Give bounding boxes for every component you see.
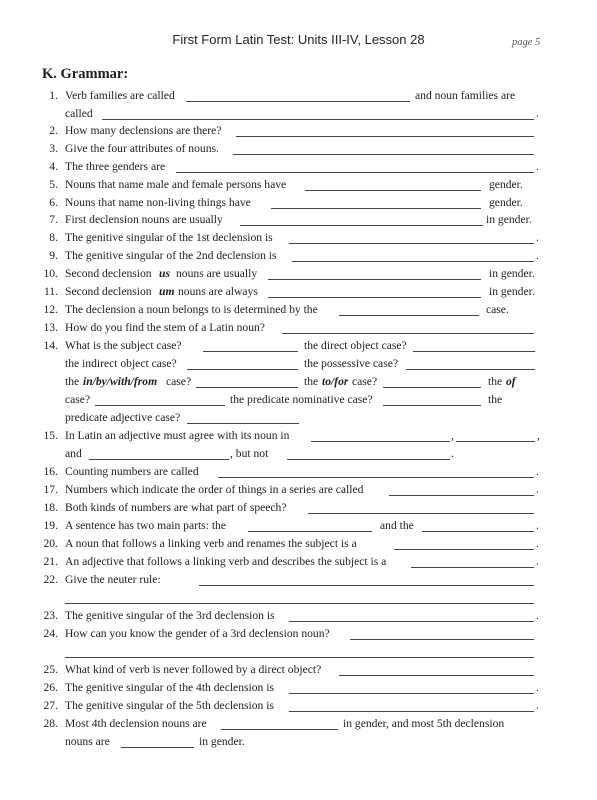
question-text: nouns are always (178, 285, 258, 298)
question-12 (0, 301, 597, 319)
answer-blank[interactable] (268, 279, 481, 280)
answer-blank[interactable] (350, 639, 534, 640)
question-28-cont (0, 733, 597, 751)
answer-blank[interactable] (339, 675, 534, 676)
answer-blank[interactable] (65, 657, 534, 658)
question-text: the direct object case? (304, 339, 407, 352)
emphasis-word: to/for (322, 375, 349, 388)
question-number: 11. (43, 285, 58, 298)
question-text: The three genders are (65, 160, 166, 173)
question-number: 20. (43, 537, 58, 550)
period: . (536, 537, 539, 550)
question-text: The declension a noun belongs to is determined by the (65, 303, 318, 316)
comma: , (537, 429, 540, 442)
question-text: The genitive singular of the 4th declension is (65, 681, 274, 694)
question-text: An adjective that follows a linking verb and describes the subject is a (65, 555, 387, 568)
answer-blank[interactable] (203, 351, 298, 352)
question-number: 1. (49, 89, 58, 102)
answer-blank[interactable] (289, 711, 534, 712)
question-19 (0, 517, 597, 535)
question-text: the (488, 393, 503, 406)
question-text: How many declensions are there? (65, 124, 222, 137)
question-text: Counting numbers are called (65, 465, 199, 478)
question-15 (0, 427, 597, 445)
question-text: Verb families are called (65, 89, 175, 102)
answer-blank[interactable] (102, 119, 534, 120)
question-number: 18. (43, 501, 58, 514)
answer-blank[interactable] (236, 136, 534, 137)
answer-blank[interactable] (411, 567, 534, 568)
answer-blank[interactable] (95, 405, 225, 406)
emphasis-word: us (159, 267, 170, 280)
question-text: in gender, and most 5th declension (343, 717, 505, 730)
question-text: What kind of verb is never followed by a direct object? (65, 663, 322, 676)
question-number: 7. (49, 213, 58, 226)
answer-blank[interactable] (176, 172, 534, 173)
question-text: In Latin an adjective must agree with its noun in (65, 429, 290, 442)
question-text: gender. (489, 178, 523, 191)
answer-blank[interactable] (289, 621, 534, 622)
question-14 (0, 337, 597, 355)
question-text: Nouns that name male and female persons have (65, 178, 287, 191)
question-number: 17. (43, 483, 58, 496)
answer-blank[interactable] (311, 441, 450, 442)
question-text: A sentence has two main parts: the (65, 519, 226, 532)
question-number: 10. (43, 267, 58, 280)
question-7 (0, 211, 597, 229)
question-22 (0, 571, 597, 589)
question-5 (0, 176, 597, 194)
answer-blank[interactable] (287, 459, 450, 460)
question-number: 6. (49, 196, 58, 209)
page-number: page 5 (512, 37, 541, 48)
question-text: Give the four attributes of nouns. (65, 142, 219, 155)
question-16 (0, 463, 597, 481)
question-text: , but not (230, 447, 269, 460)
answer-blank[interactable] (406, 369, 535, 370)
question-3 (0, 140, 597, 158)
question-text: Second declension (65, 267, 152, 280)
question-21 (0, 553, 597, 571)
answer-blank[interactable] (308, 513, 534, 514)
question-text: The genitive singular of the 2nd declension is (65, 249, 277, 262)
question-text: in gender. (486, 213, 532, 226)
answer-blank[interactable] (305, 190, 481, 191)
question-24-cont (0, 643, 597, 661)
question-text: Most 4th declension nouns are (65, 717, 207, 730)
period: . (536, 249, 539, 262)
question-text: and the (380, 519, 414, 532)
answer-blank[interactable] (221, 729, 338, 730)
answer-blank[interactable] (282, 333, 534, 334)
question-text: The genitive singular of the 3rd declension is (65, 609, 275, 622)
question-text: What is the subject case? (65, 339, 182, 352)
question-text: and (65, 447, 82, 460)
question-22-cont (0, 589, 597, 607)
question-text: Numbers which indicate the order of things in a series are called (65, 483, 364, 496)
period: . (451, 447, 454, 460)
answer-blank[interactable] (248, 531, 372, 532)
question-text: case? (65, 393, 91, 406)
period: . (536, 465, 539, 478)
question-text: in gender. (489, 285, 535, 298)
answer-blank[interactable] (196, 387, 298, 388)
question-20 (0, 535, 597, 553)
period: . (536, 609, 539, 622)
answer-blank[interactable] (383, 387, 481, 388)
answer-blank[interactable] (339, 315, 479, 316)
period: . (536, 699, 539, 712)
question-text: Both kinds of numbers are what part of speech? (65, 501, 287, 514)
question-text: the (65, 375, 80, 388)
answer-blank[interactable] (187, 423, 299, 424)
question-23 (0, 607, 597, 625)
question-text: in gender. (199, 735, 245, 748)
period: . (536, 160, 539, 173)
answer-blank[interactable] (233, 154, 534, 155)
question-text: and noun families are (415, 89, 516, 102)
question-number: 19. (43, 519, 58, 532)
period: . (536, 555, 539, 568)
question-text: The genitive singular of the 1st declension is (65, 231, 273, 244)
question-number: 15. (43, 429, 58, 442)
question-text: gender. (489, 196, 523, 209)
answer-blank[interactable] (389, 495, 534, 496)
question-14-line3 (0, 373, 597, 391)
question-number: 14. (43, 339, 58, 352)
answer-blank[interactable] (187, 369, 298, 370)
question-11 (0, 283, 597, 301)
question-number: 9. (49, 249, 58, 262)
question-number: 24. (43, 627, 58, 640)
question-1-cont (0, 105, 597, 123)
page-title: First Form Latin Test: Units III-IV, Lesson 28 (172, 32, 425, 47)
question-text: A noun that follows a linking verb and renames the subject is a (65, 537, 357, 550)
question-4 (0, 158, 597, 176)
answer-blank[interactable] (271, 208, 481, 209)
answer-blank[interactable] (289, 693, 534, 694)
question-number: 2. (49, 124, 58, 137)
period: . (536, 231, 539, 244)
answer-blank[interactable] (292, 261, 534, 262)
answer-blank[interactable] (456, 441, 535, 442)
question-number: 23. (43, 609, 58, 622)
question-number: 16. (43, 465, 58, 478)
question-text: the predicate nominative case? (230, 393, 373, 406)
question-text: case? (352, 375, 378, 388)
question-9 (0, 247, 597, 265)
question-number: 4. (49, 160, 58, 173)
question-text: case? (166, 375, 192, 388)
question-number: 28. (43, 717, 58, 730)
period: . (536, 519, 539, 532)
question-27 (0, 697, 597, 715)
question-18 (0, 499, 597, 517)
question-2 (0, 122, 597, 140)
answer-blank[interactable] (65, 603, 534, 604)
question-text: First declension nouns are usually (65, 213, 223, 226)
question-number: 27. (43, 699, 58, 712)
question-text: called (65, 107, 93, 120)
period: . (536, 483, 539, 496)
question-text: in gender. (489, 267, 535, 280)
question-26 (0, 679, 597, 697)
answer-blank[interactable] (383, 405, 481, 406)
question-number: 26. (43, 681, 58, 694)
question-25 (0, 661, 597, 679)
question-number: 5. (49, 178, 58, 191)
emphasis-word: in/by/with/from (83, 375, 158, 388)
emphasis-word: um (159, 285, 175, 298)
answer-blank[interactable] (218, 477, 534, 478)
question-text: How do you find the stem of a Latin noun? (65, 321, 265, 334)
question-text: nouns are (65, 735, 110, 748)
question-1 (0, 87, 597, 105)
section-title: K. Grammar: (42, 66, 129, 82)
question-10 (0, 265, 597, 283)
question-number: 25. (43, 663, 58, 676)
question-text: the (304, 375, 319, 388)
answer-blank[interactable] (413, 351, 535, 352)
question-28 (0, 715, 597, 733)
question-13 (0, 319, 597, 337)
question-8 (0, 229, 597, 247)
answer-blank[interactable] (268, 297, 481, 298)
question-number: 8. (49, 231, 58, 244)
answer-blank[interactable] (422, 531, 534, 532)
question-text: case. (486, 303, 509, 316)
answer-blank[interactable] (240, 225, 483, 226)
question-number: 12. (43, 303, 58, 316)
question-14-line2 (0, 355, 597, 373)
question-text: predicate adjective case? (65, 411, 181, 424)
question-text: the (488, 375, 503, 388)
question-text: Nouns that name non-living things have (65, 196, 251, 209)
question-number: 3. (49, 142, 58, 155)
emphasis-word: of (506, 375, 516, 388)
answer-blank[interactable] (186, 101, 410, 102)
question-text: How can you know the gender of a 3rd declension noun? (65, 627, 330, 640)
period: . (536, 107, 539, 120)
question-14-line4 (0, 391, 597, 409)
question-text: Second declension (65, 285, 152, 298)
question-15-cont (0, 445, 597, 463)
question-text: the possessive case? (304, 357, 399, 370)
question-24 (0, 625, 597, 643)
question-text: The genitive singular of the 5th declension is (65, 699, 274, 712)
question-text: Give the neuter rule: (65, 573, 161, 586)
answer-blank[interactable] (199, 585, 534, 586)
answer-blank[interactable] (121, 747, 194, 748)
question-6 (0, 194, 597, 212)
question-number: 22. (43, 573, 58, 586)
question-14-line5 (0, 409, 597, 427)
period: . (536, 681, 539, 694)
answer-blank[interactable] (89, 459, 229, 460)
comma: , (451, 429, 454, 442)
question-text: the indirect object case? (65, 357, 177, 370)
answer-blank[interactable] (394, 549, 534, 550)
answer-blank[interactable] (289, 243, 534, 244)
question-text: nouns are usually (176, 267, 258, 280)
question-number: 21. (43, 555, 58, 568)
question-17 (0, 481, 597, 499)
question-number: 13. (43, 321, 58, 334)
